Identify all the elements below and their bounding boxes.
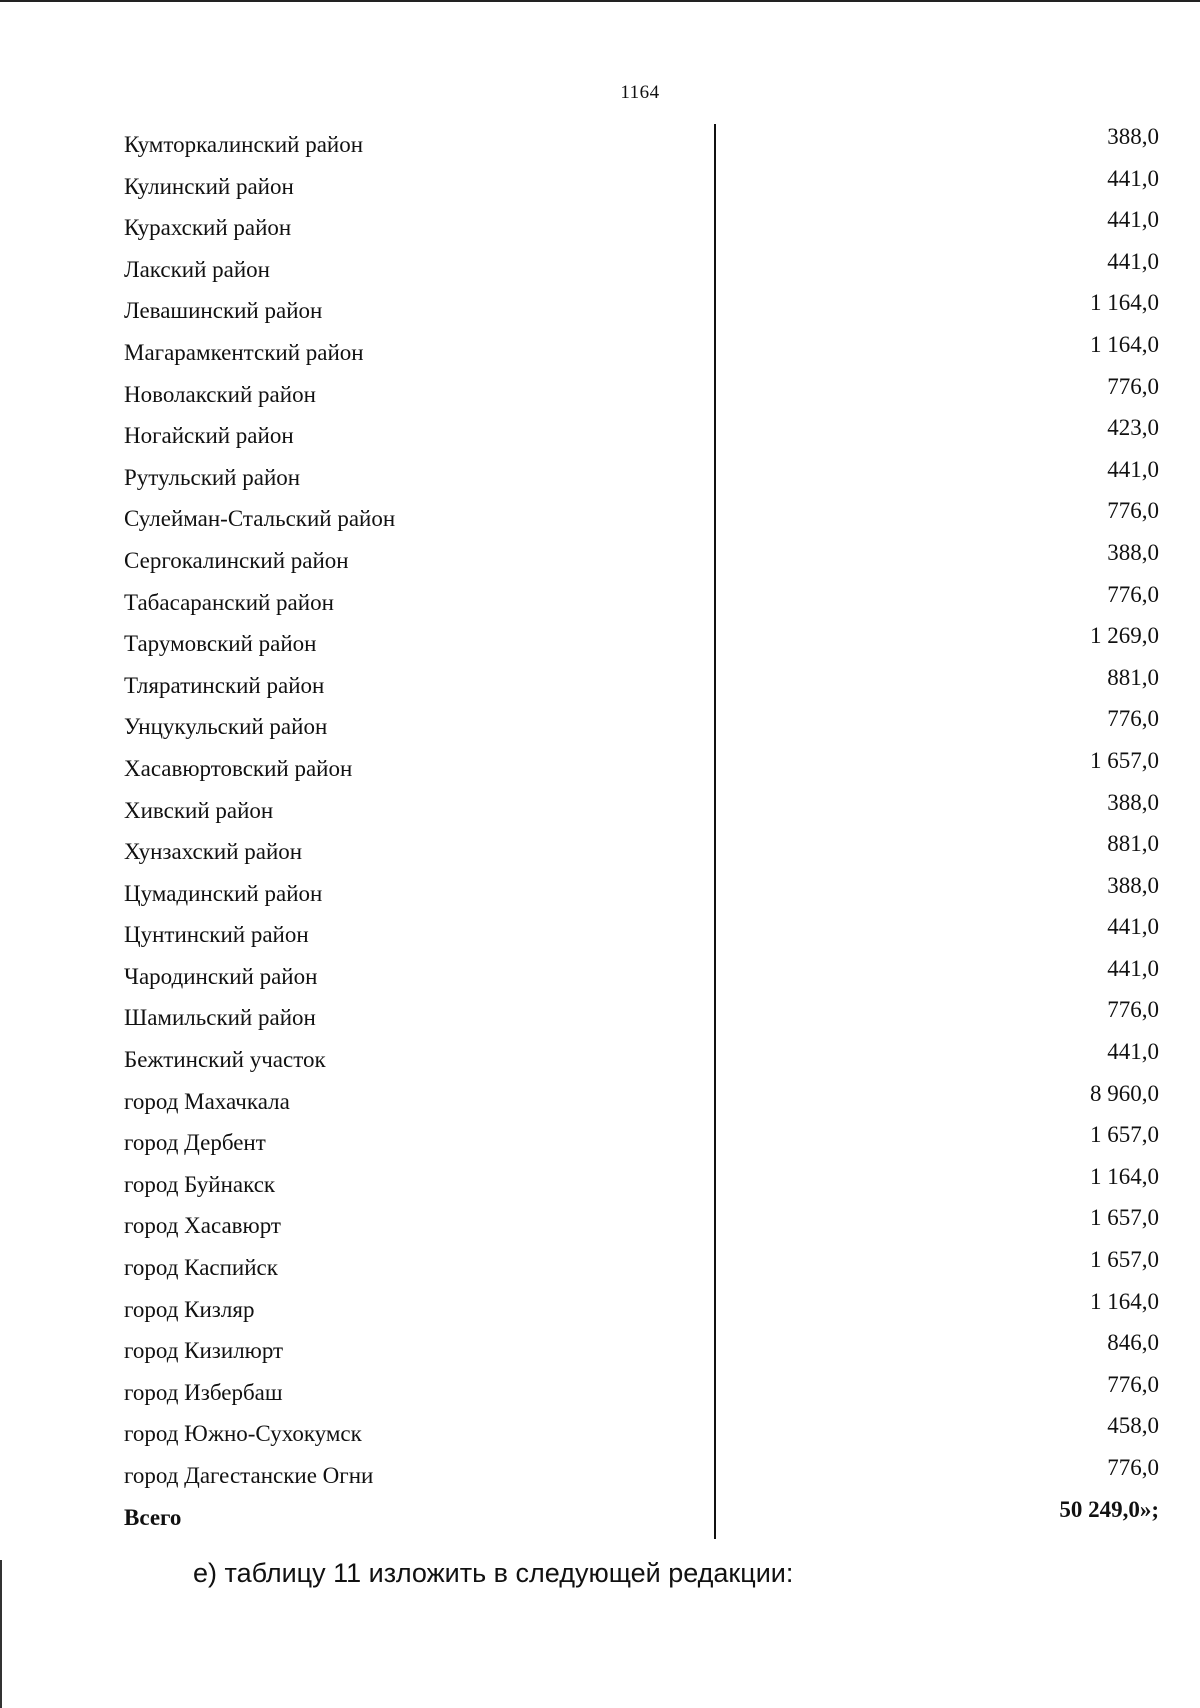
district-name: город Южно-Сухокумск xyxy=(124,1421,362,1447)
district-value: 776,0 xyxy=(1107,581,1159,607)
total-value: 50 249,0»; xyxy=(1059,1496,1159,1522)
district-value: 388,0 xyxy=(1107,789,1159,815)
district-value: 1 164,0 xyxy=(1090,331,1159,357)
table-row xyxy=(124,831,1159,873)
table-row xyxy=(124,290,1159,332)
total-label: Всего xyxy=(124,1504,182,1530)
district-value: 441,0 xyxy=(1107,456,1159,482)
table-row xyxy=(124,790,1159,832)
district-value: 388,0 xyxy=(1107,872,1159,898)
district-value: 458,0 xyxy=(1107,1413,1159,1439)
district-name: Табасаранский район xyxy=(124,589,334,615)
district-name: Сулейман-Стальский район xyxy=(124,506,396,532)
district-value: 8 960,0 xyxy=(1090,1080,1159,1106)
district-name: город Кизляр xyxy=(124,1296,255,1322)
district-name: Шамильский район xyxy=(124,1005,316,1031)
district-name: Магарамкентский район xyxy=(124,339,364,365)
district-name: город Махачкала xyxy=(124,1088,290,1114)
district-name: Чародинский район xyxy=(124,963,318,989)
table-row xyxy=(124,914,1159,956)
table-row xyxy=(124,1122,1159,1164)
table-row xyxy=(124,665,1159,707)
district-value: 881,0 xyxy=(1107,664,1159,690)
table-row xyxy=(124,540,1159,582)
table-row xyxy=(124,249,1159,291)
table-row xyxy=(124,374,1159,416)
district-value: 388,0 xyxy=(1107,124,1159,149)
table-row xyxy=(124,1205,1159,1247)
page-edge-top xyxy=(0,0,1200,2)
district-value: 1 164,0 xyxy=(1090,1163,1159,1189)
district-value: 846,0 xyxy=(1107,1330,1159,1356)
table-row xyxy=(124,498,1159,540)
district-value: 776,0 xyxy=(1107,706,1159,732)
district-value: 441,0 xyxy=(1107,165,1159,191)
allocation-table xyxy=(124,124,1159,1538)
table-row xyxy=(124,623,1159,665)
district-value: 1 164,0 xyxy=(1090,290,1159,316)
district-value: 1 657,0 xyxy=(1090,1122,1159,1148)
district-value: 776,0 xyxy=(1107,997,1159,1023)
table-row xyxy=(124,1039,1159,1081)
table-row xyxy=(124,1455,1159,1497)
table-row xyxy=(124,956,1159,998)
district-name: Кулинский район xyxy=(124,173,294,199)
district-name: Лакский район xyxy=(124,256,270,282)
district-name: Кумторкалинский район xyxy=(124,132,364,157)
district-name: город Каспийск xyxy=(124,1255,278,1281)
district-name: город Избербаш xyxy=(124,1379,283,1405)
table-row xyxy=(124,997,1159,1039)
district-value: 388,0 xyxy=(1107,539,1159,565)
district-value: 776,0 xyxy=(1107,1455,1159,1480)
district-value: 441,0 xyxy=(1107,1039,1159,1065)
table-row xyxy=(124,1330,1159,1372)
district-name: Сергокалинский район xyxy=(124,547,349,573)
district-name: Хивский район xyxy=(124,797,274,823)
district-value: 881,0 xyxy=(1107,831,1159,857)
district-value: 776,0 xyxy=(1107,498,1159,524)
district-value: 1 657,0 xyxy=(1090,1247,1159,1273)
table-row xyxy=(124,582,1159,624)
footer-instruction: е) таблицу 11 изложить в следующей редакции: xyxy=(193,1558,794,1588)
district-name: Тляратинский район xyxy=(124,672,325,698)
district-value: 1 657,0 xyxy=(1090,747,1159,773)
district-value: 423,0 xyxy=(1107,415,1159,441)
table-row xyxy=(124,748,1159,790)
table-total-row xyxy=(124,1497,1159,1539)
district-name: Унцукульский район xyxy=(124,714,328,740)
district-name: Новолакский район xyxy=(124,381,316,407)
district-value: 1 269,0 xyxy=(1090,623,1159,649)
page-edge-left xyxy=(0,1560,2,1708)
table-row xyxy=(124,1413,1159,1455)
table-row xyxy=(124,1372,1159,1414)
district-value: 441,0 xyxy=(1107,955,1159,981)
table-row xyxy=(124,1289,1159,1331)
district-name: город Хасавюрт xyxy=(124,1213,281,1239)
table-row xyxy=(124,1081,1159,1123)
district-value: 776,0 xyxy=(1107,1371,1159,1397)
table-row xyxy=(124,457,1159,499)
table-row xyxy=(124,1247,1159,1289)
district-name: Ногайский район xyxy=(124,423,294,449)
district-name: Цумадинский район xyxy=(124,880,323,906)
table-row xyxy=(124,124,1159,166)
district-value: 776,0 xyxy=(1107,373,1159,399)
table-row xyxy=(124,332,1159,374)
district-value: 441,0 xyxy=(1107,207,1159,233)
district-value: 441,0 xyxy=(1107,914,1159,940)
table-row xyxy=(124,166,1159,208)
district-name: Бежтинский участок xyxy=(124,1047,326,1073)
district-name: Левашинский район xyxy=(124,298,323,324)
district-name: город Кизилюрт xyxy=(124,1338,284,1364)
district-name: город Буйнакск xyxy=(124,1171,276,1197)
table-row xyxy=(124,1164,1159,1206)
table-row xyxy=(124,873,1159,915)
district-value: 1 164,0 xyxy=(1090,1288,1159,1314)
district-name: Хасавюртовский район xyxy=(124,755,353,781)
district-name: город Дагестанские Огни xyxy=(124,1463,374,1488)
table-row xyxy=(124,706,1159,748)
page-number: 1164 xyxy=(620,82,660,103)
district-name: Курахский район xyxy=(124,215,292,241)
district-value: 1 657,0 xyxy=(1090,1205,1159,1231)
district-name: Тарумовский район xyxy=(124,631,317,657)
district-name: Цунтинский район xyxy=(124,922,309,948)
district-name: город Дербент xyxy=(124,1130,266,1156)
district-name: Хунзахский район xyxy=(124,839,303,865)
district-name: Рутульский район xyxy=(124,464,301,490)
table-row xyxy=(124,207,1159,249)
table-row xyxy=(124,415,1159,457)
district-value: 441,0 xyxy=(1107,248,1159,274)
